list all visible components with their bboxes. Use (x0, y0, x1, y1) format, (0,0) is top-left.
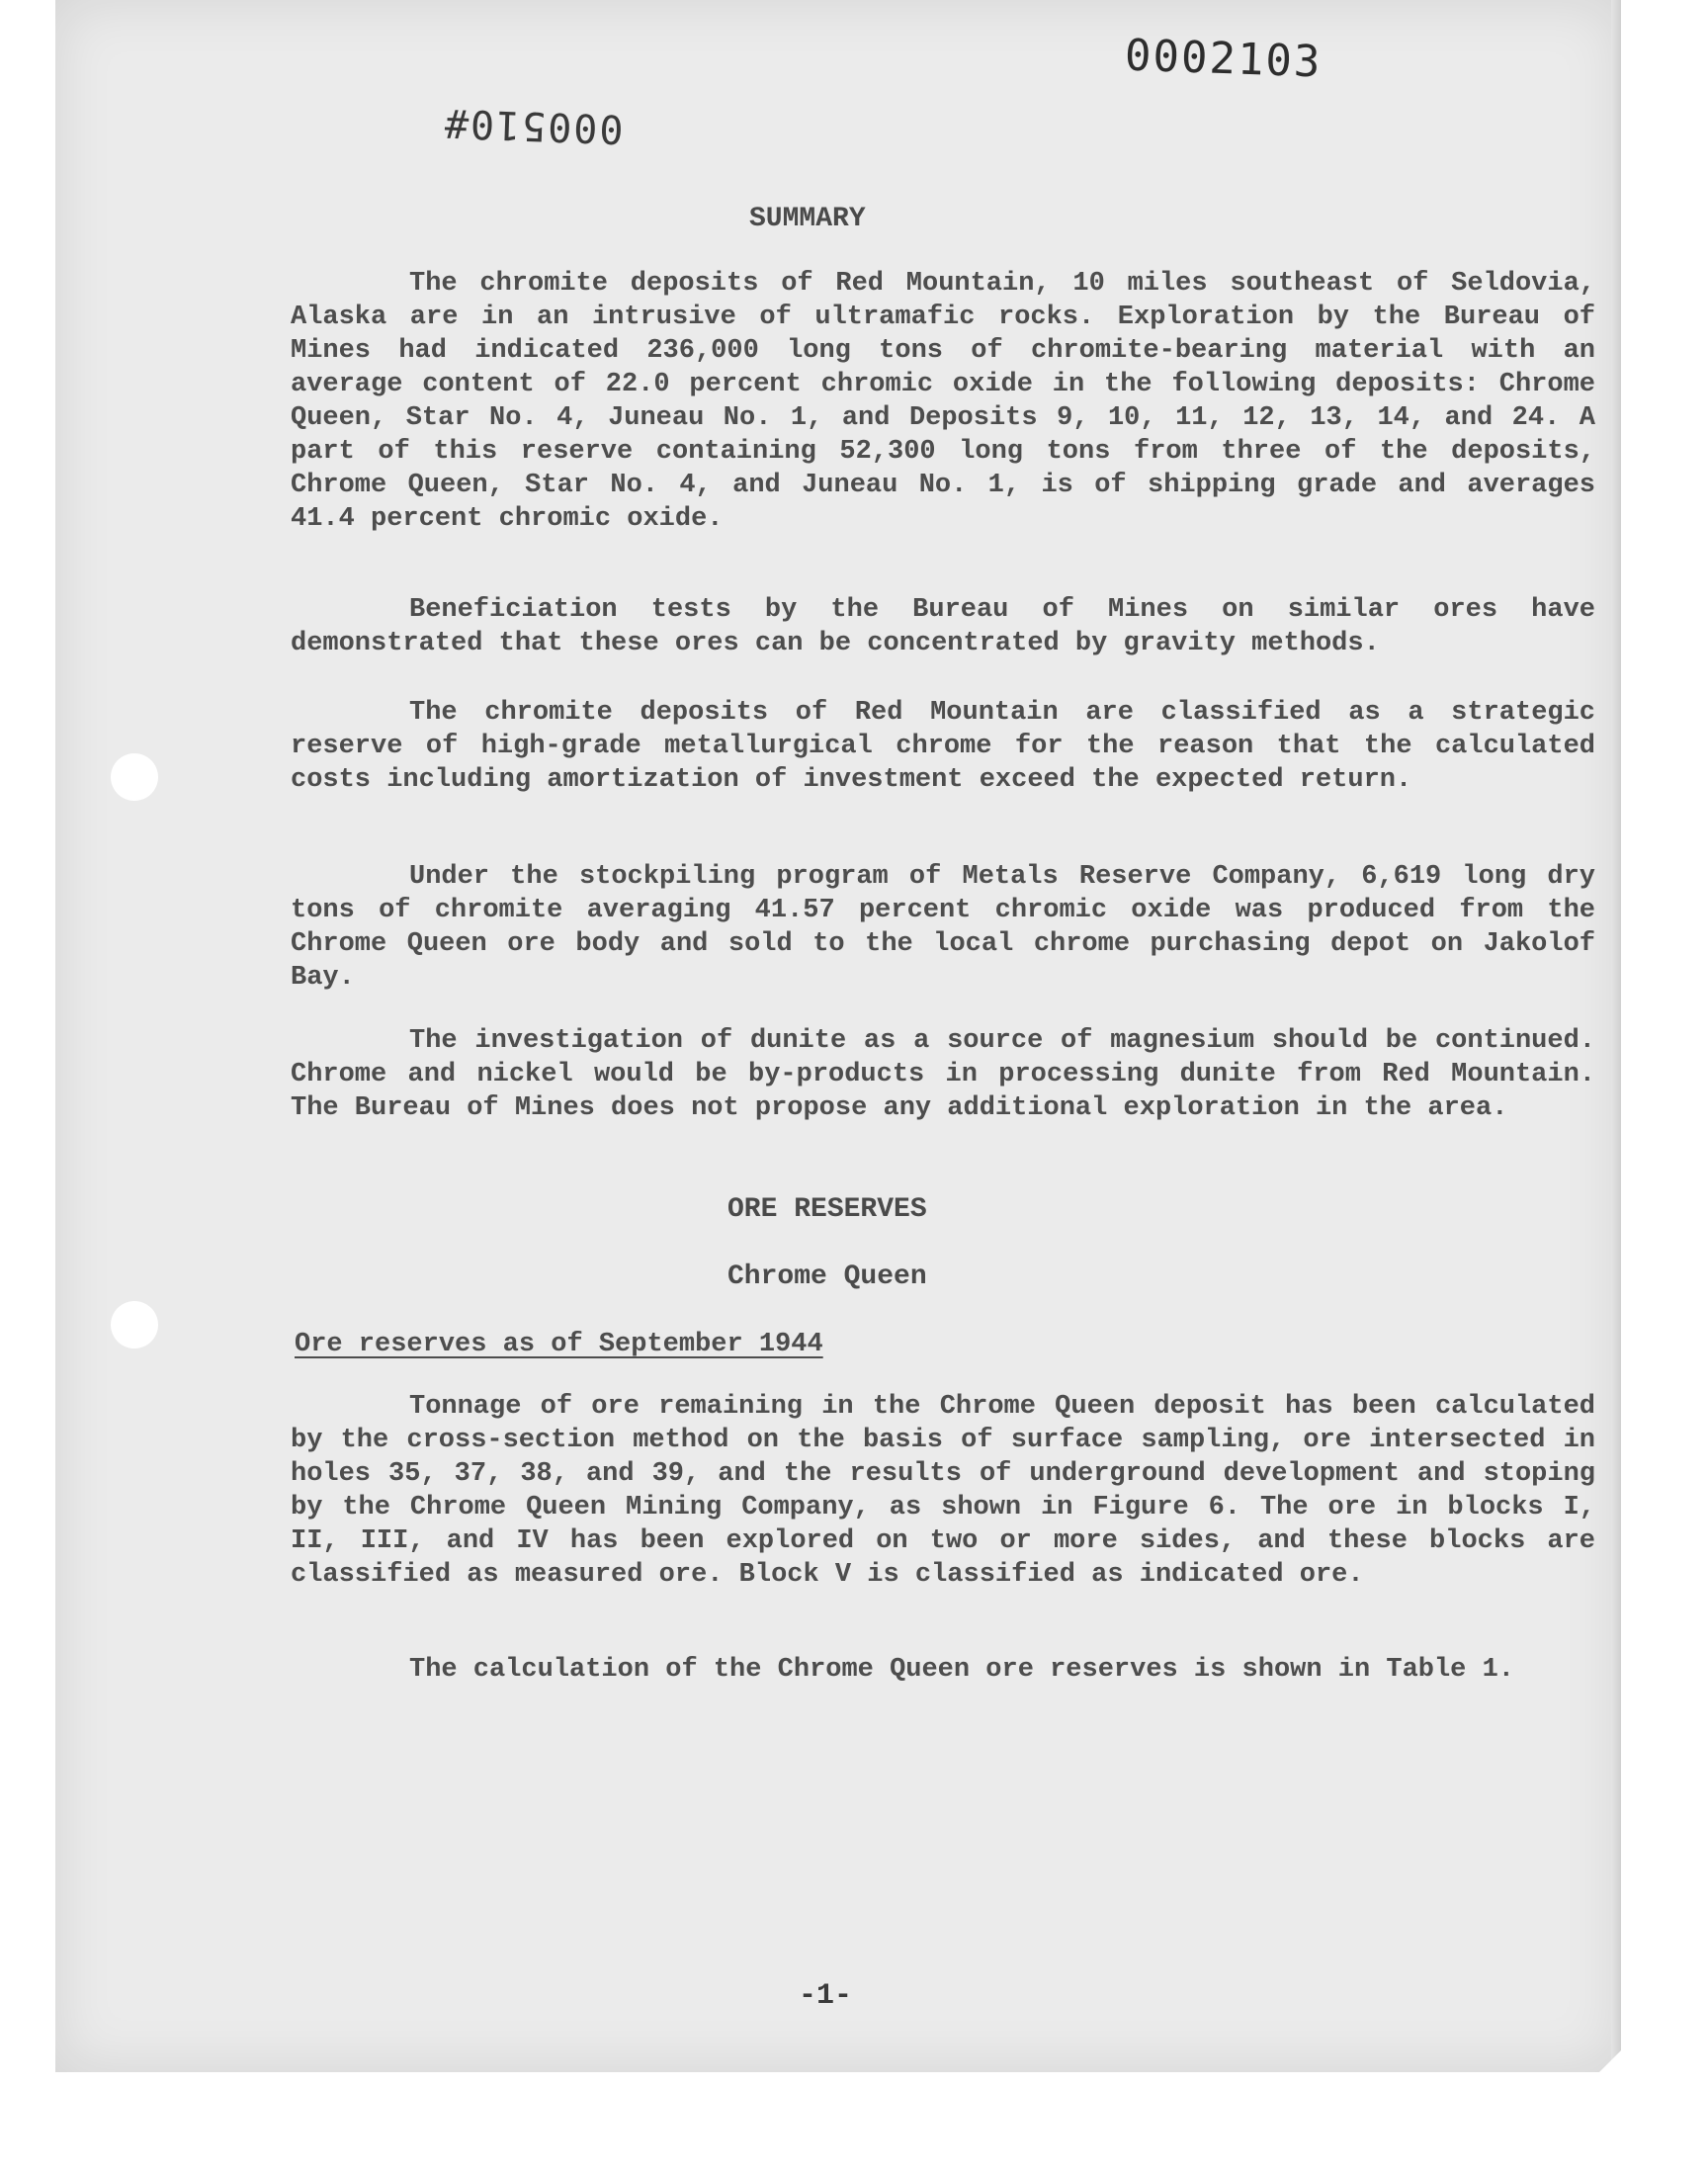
section-title: Ore reserves as of September 1944 (295, 1330, 823, 1359)
summary-paragraph-2: Beneficiation tests by the Bureau of Mines on similar ores have demonstrated that these ores can be concentrated by gravity methods. (291, 595, 1595, 658)
chrome-queen-subheading: Chrome Queen (727, 1262, 927, 1292)
summary-paragraph-3: The chromite deposits of Red Mountain are classified as a strategic reserve of high-grade metallurgical chrome for the reason that the calculated costs including amortization of investment exceed the expected return. (291, 698, 1595, 795)
document-number: 0002103 (1124, 30, 1324, 88)
ore-reserves-paragraph-2: The calculation of the Chrome Queen ore reserves is shown in Table 1. (409, 1655, 1514, 1685)
page-edge-shadow (1611, 0, 1621, 2072)
punch-hole-bottom (111, 1301, 158, 1348)
stamped-number: 000510# (442, 99, 625, 152)
ore-reserves-paragraph-1: Tonnage of ore remaining in the Chrome Queen deposit has been calculated by the cross-section method on the basis of surface sampling, ore intersected in holes 35, 37, 38, and 39, and the results of underground development and stoping by the Chrome Queen Mining Company, as shown in Figure 6. The ore in blocks I, II, III, and IV has been explored on two or more sides, and these blocks are classified as measured ore. Block V is classified as indicated ore. (291, 1392, 1595, 1590)
punch-hole-top (111, 753, 158, 801)
ore-reserves-heading: ORE RESERVES (727, 1194, 927, 1225)
summary-heading: SUMMARY (749, 204, 866, 234)
summary-paragraph-5: The investigation of dunite as a source of magnesium should be continued. Chrome and nickel would be by-products in processing dunite from Red Mountain. The Bureau of Mines does not propose any additional exploration in the area. (291, 1026, 1595, 1123)
page-number: -1- (799, 1979, 853, 2013)
folded-corner (1599, 2050, 1621, 2072)
summary-paragraph-1: The chromite deposits of Red Mountain, 10 miles southeast of Seldovia, Alaska are in an intrusive of ultramafic rocks. Exploration by the Bureau of Mines had indicated 236,000 long tons of chromite-bearing material with an average content of 22.0 percent chromic oxide in the following deposits: Chrome Queen, Star No. 4, Juneau No. 1, and Deposits 9, 10, 11, 12, 13, 14, and 24. A part of this reserve containing 52,300 long tons from three of the deposits, Chrome Queen, Star No. 4, and Juneau No. 1, is of shipping grade and averages 41.4 percent chromic oxide. (291, 269, 1595, 534)
document-page (55, 0, 1621, 2072)
summary-paragraph-4: Under the stockpiling program of Metals Reserve Company, 6,619 long dry tons of chromite averaging 41.57 percent chromic oxide was produced from the Chrome Queen ore body and sold to the local chrome purchasing depot on Jakolof Bay. (291, 862, 1595, 993)
